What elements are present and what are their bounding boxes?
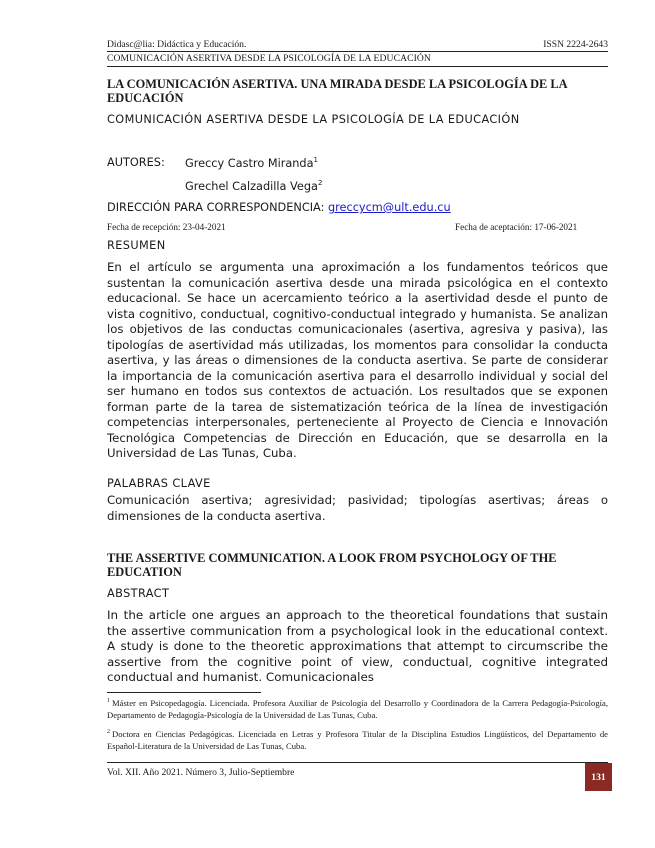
author-1-name: Greccy Castro Miranda xyxy=(185,156,314,170)
footnote-2-number: 2 xyxy=(107,729,110,736)
header-rule-bottom xyxy=(107,66,608,67)
page-number-badge: 131 xyxy=(585,763,612,791)
date-received: Fecha de recepción: 23-04-2021 xyxy=(107,222,226,232)
footer-volume: Vol. XII. Año 2021. Número 3, Julio-Septiembre xyxy=(107,767,295,778)
correspondence-label: DIRECCIÓN PARA CORRESPONDENCIA: xyxy=(107,201,325,214)
author-1 xyxy=(185,156,318,170)
footnote-2-text: Doctora en Ciencias Pedagógicas. Licenciada en Letras y Profesora Titular de la Disciplina Estudios Lingüísticos, del Departamento de Español-Literatura de la Universidad de Las Tunas, Cuba. xyxy=(107,729,608,751)
author-2-footnote-ref: 2 xyxy=(317,179,323,187)
abstract-text: In the article one argues an approach to the theoretical foundations that sustain the assertive communication from a psychological look in the educational context. A study is done to the theoretic approximations that attempt to circumscribe the assertive from the cognitive point of view, conductual, cognitive integrated conductual and humanist. Comunicacionales xyxy=(107,608,608,684)
title-spanish: LA COMUNICACIÓN ASERTIVA. UNA MIRADA DESDE LA PSICOLOGÍA DE LA EDUCACIÓN xyxy=(107,77,567,105)
author-2 xyxy=(185,179,322,193)
authors-label: AUTORES: xyxy=(107,156,165,169)
keywords-text: Comunicación asertiva; agresividad; pasividad; tipologías asertivas; áreas o dimensiones de la conducta asertiva. xyxy=(107,493,608,523)
correspondence xyxy=(107,201,451,214)
footnote-separator xyxy=(107,692,261,693)
issn: ISSN 2224-2643 xyxy=(543,39,608,50)
footnote-1-number: 1 xyxy=(107,698,110,705)
header-rule-top xyxy=(107,51,608,52)
title-english: THE ASSERTIVE COMMUNICATION. A LOOK FROM PSYCHOLOGY OF THE EDUCATION xyxy=(107,551,557,579)
resumen-text: En el artículo se argumenta una aproximación a los fundamentos teóricos que sustentan la comunicación asertiva desde una mirada psicológica en el contexto educacional. Se hace un acercamiento teórico a la asertividad desde el punto de vista cognitivo, conductual, cognitivo-conductual integrado y humanista. Se analizan los objetivos de las conductas comunicacionales (asertiva, agresiva y pasiva), las tipologías de asertividad más utilizadas, los momentos para consolidar la conducta asertiva, y las áreas o dimensiones de la conducta asertiva. Se parte de considerar la importancia de la comunicación asertiva para el desarrollo individual y social del ser humano en todos sus contextos de actuación. Los resultados que se exponen forman parte de la tarea de sistematización teórica de la línea de investigación competencias interpersonales, perteneciente al Proyecto de Ciencia e Innovación Tecnológica Competencias de Dirección en Educación, que se desarrolla en la Universidad de Las Tunas, Cuba. xyxy=(107,260,608,460)
journal-name: Didasc@lia: Didáctica y Educación. xyxy=(107,39,247,50)
footer-rule xyxy=(107,762,608,763)
date-accepted: Fecha de aceptación: 17-06-2021 xyxy=(455,222,578,232)
running-title: COMUNICACIÓN ASERTIVA DESDE LA PSICOLOGÍA DE LA EDUCACIÓN xyxy=(107,53,431,64)
keywords-heading: PALABRAS CLAVE xyxy=(107,477,211,490)
footnote-1 xyxy=(107,698,608,721)
author-2-name: Grechel Calzadilla Vega xyxy=(185,179,318,193)
abstract-heading: ABSTRACT xyxy=(107,587,170,600)
resumen-heading: RESUMEN xyxy=(107,239,166,252)
journal-header xyxy=(107,39,608,50)
subtitle-spanish: COMUNICACIÓN ASERTIVA DESDE LA PSICOLOGÍA DE LA EDUCACIÓN xyxy=(107,113,520,126)
correspondence-email-link[interactable]: greccycm@ult.edu.cu xyxy=(327,201,451,214)
footnote-1-text: Máster en Psicopedagogía. Licenciada. Profesora Auxiliar de Psicología del Desarrollo y Coordinadora de la Carrera Pedagogía-Psicología, Departamento de Pedagogía-Psicología de la Universidad de Las Tunas, Cuba. xyxy=(107,698,608,720)
author-1-footnote-ref: 1 xyxy=(313,156,318,164)
footnote-2 xyxy=(107,729,608,752)
